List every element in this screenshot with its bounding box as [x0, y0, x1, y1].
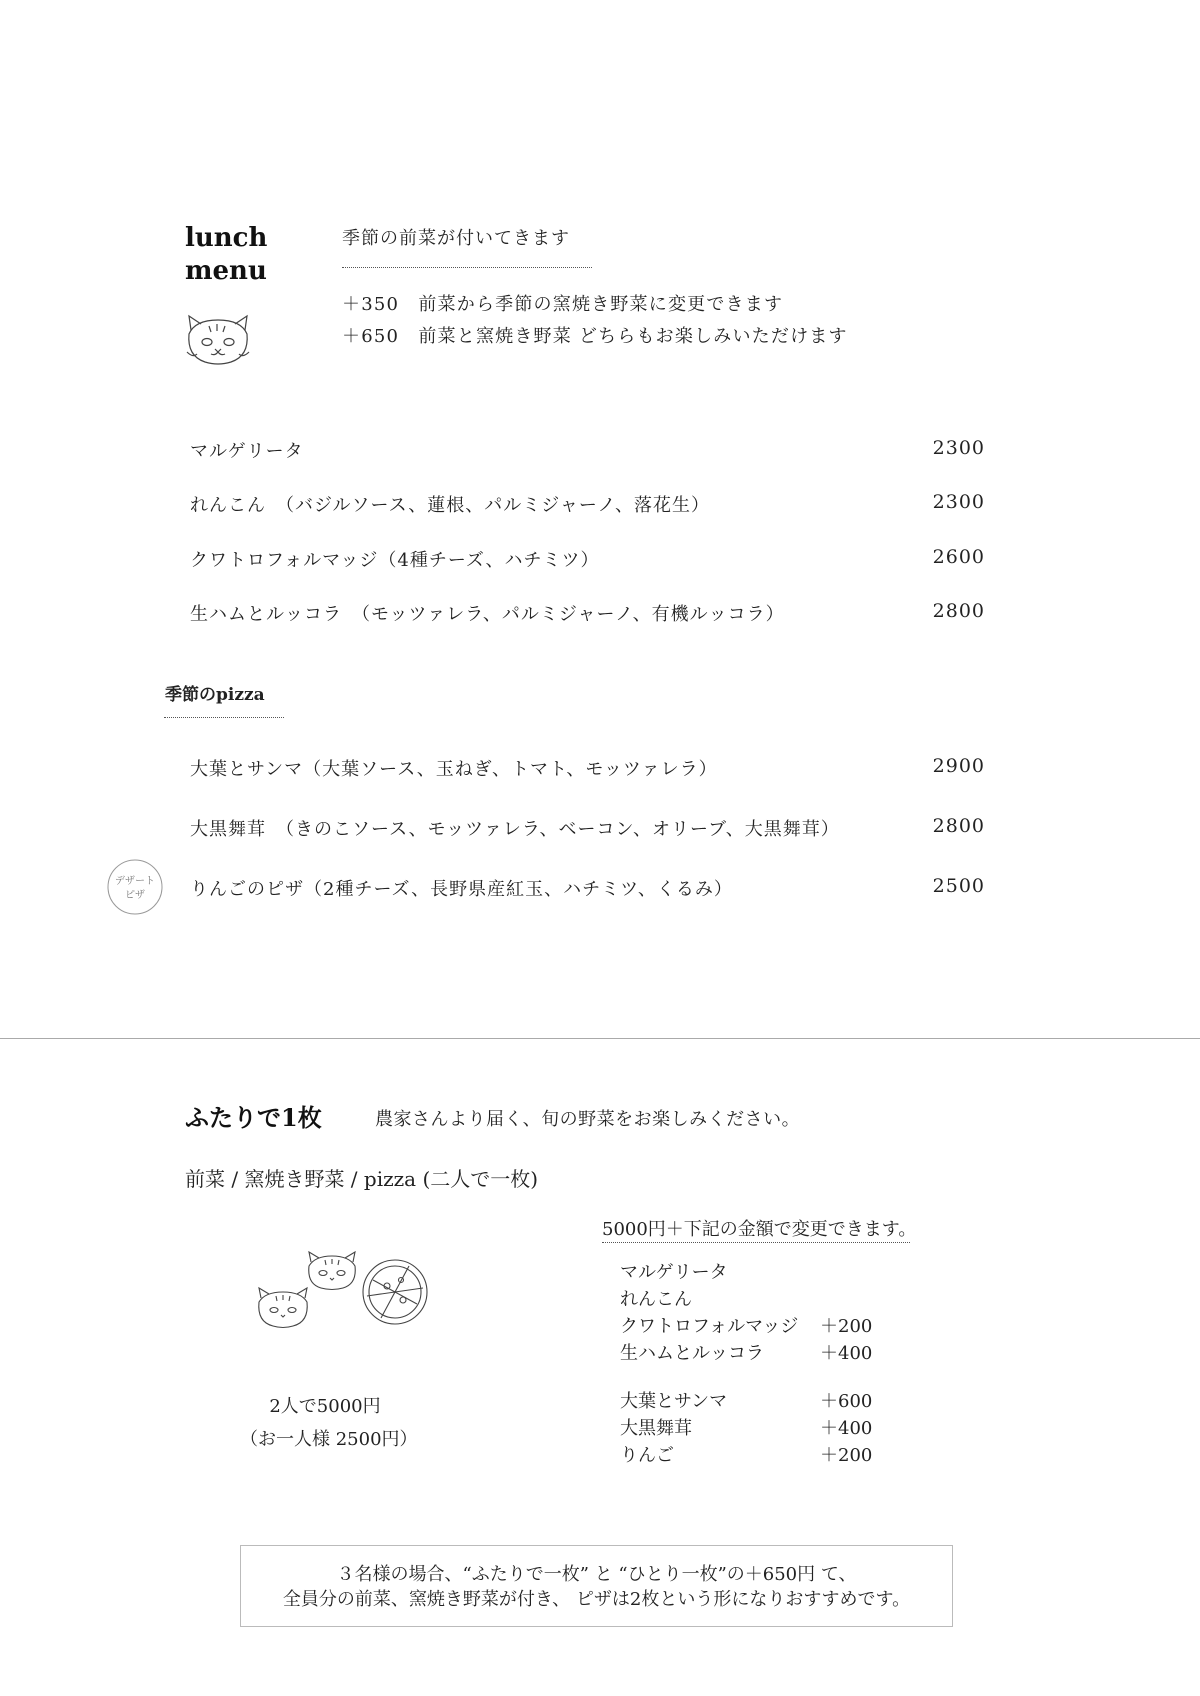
- menu-item-name: マルゲリータ: [190, 441, 304, 462]
- menu-item-price: 2500: [932, 875, 985, 897]
- menu-item-name: りんごのピザ（2種チーズ、長野県産紅玉、ハチミツ、くるみ）: [190, 879, 733, 900]
- pair-price: [240, 1390, 418, 1456]
- note-line1: ３名様の場合、“ふたりで一枚” と “ひとり一枚”の＋650円 て、: [336, 1564, 857, 1585]
- list-item-name: マルゲリータ: [620, 1262, 728, 1283]
- lunch-intro: 季節の前菜が付いてきます: [342, 228, 570, 249]
- list-item-add: ＋200: [820, 1316, 873, 1337]
- lunch-title-line2: menu: [185, 256, 267, 286]
- list-item-add: ＋200: [820, 1445, 873, 1466]
- page-divider: [0, 1038, 1200, 1039]
- menu-item-name: 大黒舞茸 （きのこソース、モッツァレラ、ベーコン、オリーブ、大黒舞茸）: [190, 819, 840, 840]
- list-item: [620, 1340, 880, 1367]
- seasonal-dotted-divider: [164, 717, 284, 718]
- menu-item-price: 2800: [932, 600, 985, 622]
- list-item-name: 大葉とサンマ: [620, 1391, 728, 1412]
- list-item-name: 大黒舞茸: [620, 1418, 692, 1439]
- pair-price-line1: 2人で5000円: [269, 1396, 381, 1417]
- option-line-2: ＋650 前菜と窯焼き野菜 どちらもお楽しみいただけます: [342, 326, 848, 347]
- menu-item-price: 2600: [932, 546, 985, 568]
- list-item-add: ＋400: [820, 1343, 873, 1364]
- menu-item-price: 2300: [932, 437, 985, 459]
- list-item: [620, 1313, 880, 1340]
- group-note-box: [240, 1545, 953, 1627]
- dessert-stamp-line2: ピザ: [125, 890, 145, 901]
- lunch-title-line1: lunch: [185, 223, 268, 253]
- menu-item-name: れんこん （バジルソース、蓮根、パルミジャーノ、落花生）: [190, 495, 711, 516]
- intro-dotted-divider: [342, 267, 592, 268]
- list-item: [620, 1442, 880, 1469]
- list-item-name: 生ハムとルッコラ: [620, 1343, 764, 1364]
- menu-item-price: 2900: [932, 755, 985, 777]
- seasonal-pizza-title: 季節のpizza: [165, 685, 265, 705]
- list-item-name: クワトロフォルマッジ: [620, 1316, 799, 1337]
- pair-price-line2: （お一人様 2500円）: [240, 1429, 418, 1450]
- list-item: [620, 1415, 880, 1442]
- pair-title: ふたりで1枚: [185, 1103, 322, 1132]
- list-item-name: りんご: [620, 1445, 674, 1466]
- dessert-pizza-stamp-icon: [106, 858, 164, 916]
- change-list-regular: [620, 1259, 880, 1367]
- menu-item-name: クワトロフォルマッジ（4種チーズ、ハチミツ）: [190, 550, 600, 571]
- list-item: [620, 1286, 880, 1313]
- menu-item-name: 大葉とサンマ（大葉ソース、玉ねぎ、トマト、モッツァレラ）: [190, 759, 718, 780]
- menu-item-price: 2800: [932, 815, 985, 837]
- pair-course: 前菜 / 窯焼き野菜 / pizza (二人で一枚): [185, 1167, 539, 1191]
- change-dotted-divider: [602, 1242, 910, 1243]
- list-item-name: れんこん: [620, 1289, 692, 1310]
- note-line2: 全員分の前菜、窯焼き野菜が付き、 ピザは2枚という形になりおすすめです。: [282, 1589, 911, 1610]
- list-item-add: ＋600: [820, 1391, 873, 1412]
- dessert-stamp-line1: デザート: [115, 876, 155, 887]
- cats-and-pizza-icon: [255, 1250, 430, 1350]
- list-item-add: ＋400: [820, 1418, 873, 1439]
- change-price-title: 5000円＋下記の金額で変更できます。: [602, 1219, 917, 1240]
- list-item: [620, 1259, 880, 1286]
- option-line-1: ＋350 前菜から季節の窯焼き野菜に変更できます: [342, 294, 784, 315]
- change-list-seasonal: [620, 1388, 880, 1469]
- menu-item-price: 2300: [932, 491, 985, 513]
- cat-face-icon: [183, 312, 253, 370]
- lunch-menu-title: [185, 222, 267, 288]
- pair-subtitle: 農家さんより届く、旬の野菜をお楽しみください。: [375, 1109, 801, 1130]
- list-item: [620, 1388, 880, 1415]
- menu-item-name: 生ハムとルッコラ （モッツァレラ、パルミジャーノ、有機ルッコラ）: [190, 604, 785, 625]
